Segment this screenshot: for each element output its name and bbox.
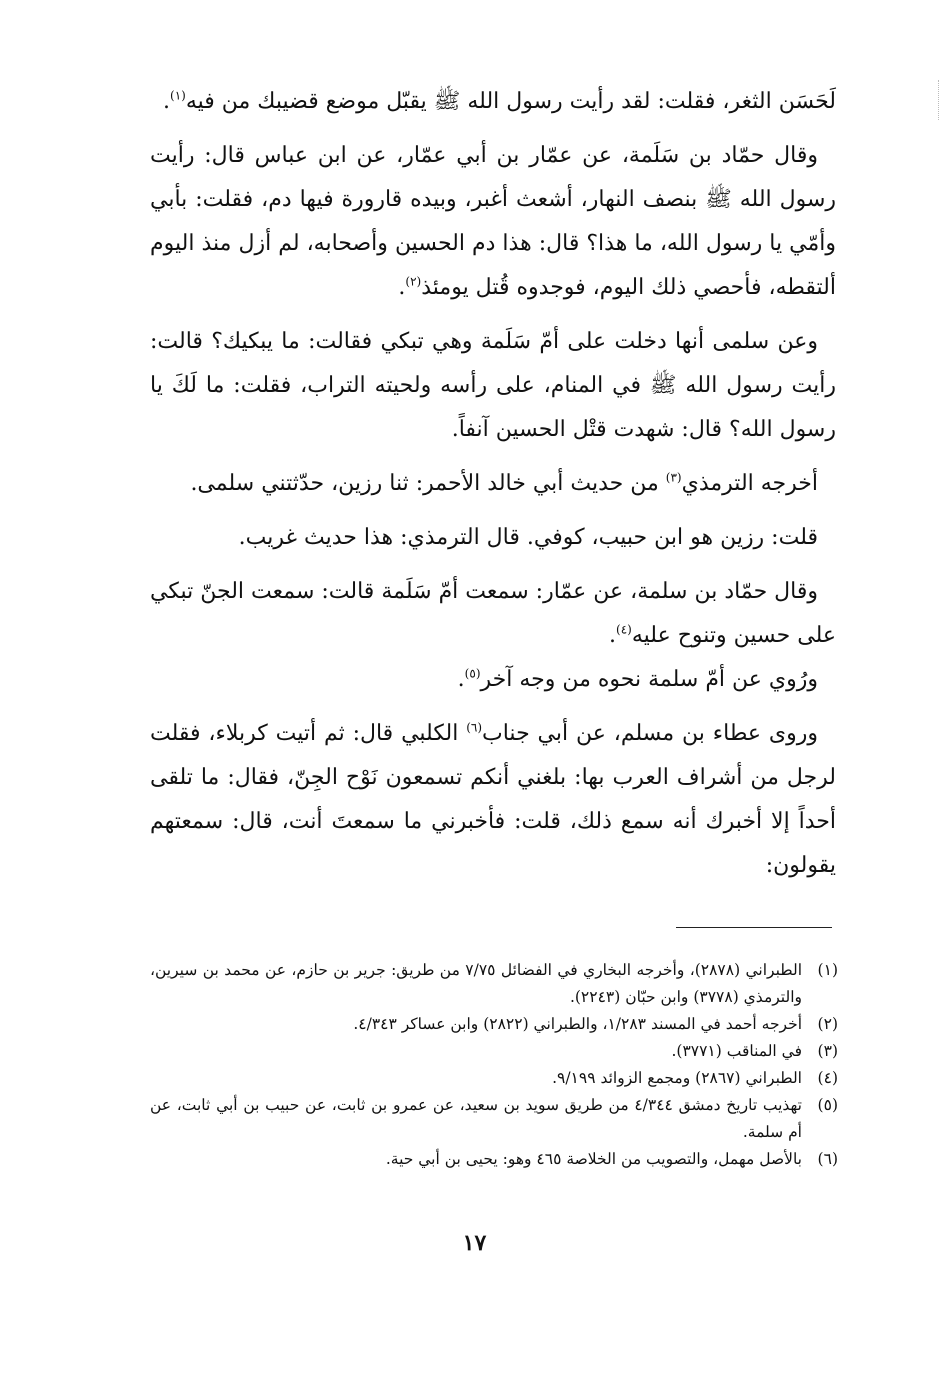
paragraph-7 bbox=[150, 658, 836, 702]
paragraph-3-text: وعن سلمى أنها دخلت على أمّ سَلَمة وهي تبكي فقالت: ما يبكيك؟ قالت: رأيت رسول الله ﷺ في المنام، على رأسه ولحيته التراب، فقلت: ما لَكَ يا رسول الله؟ قال: شهدت قتْل الحسين آنفاً. bbox=[150, 329, 836, 442]
footnote-ref-6[interactable]: (٦) bbox=[466, 720, 483, 735]
footnote-ref-2[interactable]: (٢) bbox=[405, 274, 422, 289]
footnote-6 bbox=[150, 1146, 838, 1173]
footnote-text: الطبراني (٢٨٧٨)، وأخرجه البخاري في الفضائل ٧/٧٥ من طريق: جرير بن حازم، عن محمد بن سيرين، والترمذي (٣٧٧٨) وابن حبّان (٢٢٤٣). bbox=[150, 961, 803, 1006]
paragraph-7-text: ورُوي عن أمّ سلمة نحوه من وجه آخر bbox=[480, 667, 818, 692]
paragraph-6-end: . bbox=[609, 623, 617, 648]
paragraph-8-pre: وروى عطاء بن مسلم، عن أبي جناب bbox=[482, 721, 818, 746]
paragraph-4 bbox=[150, 462, 836, 506]
paragraph-5 bbox=[150, 516, 836, 560]
paragraph-3 bbox=[150, 320, 836, 452]
paragraph-2-text: وقال حمّاد بن سَلَمة، عن عمّار بن أبي عمّار، عن ابن عباس قال: رأيت رسول الله ﷺ بنصف النهار، أشعث أغبر، وبيده قارورة فيها دم، فقلت: بأبي وأمّي يا رسول الله، ما هذا؟ قال: هذا دم الحسين وأصحابه، لم أزل منذ اليوم ألتقطه، فأحصي ذلك اليوم، فوجدوه قُتل يومئذ bbox=[150, 143, 836, 300]
paragraph-8 bbox=[150, 712, 836, 888]
footnote-text: تهذيب تاريخ دمشق ٤/٣٤٤ من طريق سويد بن سعيد، عن عمرو بن ثابت، عن حبيب بن أبي ثابت، عن أم سلمة. bbox=[150, 1096, 802, 1141]
footnote-3 bbox=[150, 1038, 838, 1065]
page-body bbox=[150, 80, 836, 898]
footnote-number: (٤) bbox=[817, 1069, 838, 1087]
footnote-text: بالأصل مهمل، والتصويب من الخلاصة ٤٦٥ وهو: يحيى بن أبي حية. bbox=[385, 1150, 802, 1168]
paragraph-1-end: . bbox=[163, 89, 171, 114]
paragraph-1 bbox=[150, 80, 836, 124]
footnote-number: (٣) bbox=[817, 1042, 838, 1060]
footnote-1 bbox=[150, 957, 838, 1011]
paragraph-6-text: وقال حمّاد بن سلمة، عن عمّار: سمعت أمّ سَلَمة قالت: سمعت الجنّ تبكي على حسين وتنوح عليه bbox=[150, 579, 836, 648]
paragraph-2-end: . bbox=[398, 275, 406, 300]
footnote-ref-5[interactable]: (٥) bbox=[464, 666, 481, 681]
footnote-4 bbox=[150, 1065, 838, 1092]
footnote-2 bbox=[150, 1011, 838, 1038]
paragraph-1-text: لَحَسَن الثغر، فقلت: لقد رأيت رسول الله ﷺ يقبّل موضع قضيبك من فيه bbox=[185, 89, 836, 114]
footnote-ref-3[interactable]: (٣) bbox=[665, 470, 682, 485]
paragraph-8-post: الكلبي قال: ثم أتيت كربلاء، فقلت لرجل من أشراف العرب بها: بلغني أنكم تسمعون نَوْح الجِنّ، فقال: ما تلقى أحداً إلا أخبرك أنه سمع ذلك، قلت: فأخبرني ما سمعتَ أنت، قال: سمعتهم يقولون: bbox=[150, 721, 836, 878]
paragraph-5-text: قلت: رزين هو ابن حبيب، كوفي. قال الترمذي: هذا حديث غريب. bbox=[238, 525, 818, 550]
page-number: ١٧ bbox=[462, 1230, 487, 1256]
footnote-number: (١) bbox=[817, 961, 838, 979]
footnote-text: في المناقب (٣٧٧١). bbox=[671, 1042, 802, 1060]
footnote-ref-4[interactable]: (٤) bbox=[616, 622, 632, 637]
footnote-ref-1[interactable]: (١) bbox=[170, 88, 186, 103]
footnote-text: أخرجه أحمد في المسند ١/٢٨٣، والطبراني (٢٨٢٢) وابن عساكر ٤/٣٤٣. bbox=[353, 1015, 802, 1033]
paragraph-4-post: من حديث أبي خالد الأحمر: ثنا رزين، حدّثتني سلمى. bbox=[190, 471, 666, 496]
footnote-number: (٢) bbox=[817, 1015, 838, 1033]
paragraph-4-pre: أخرجه الترمذي bbox=[681, 471, 818, 496]
paragraph-2 bbox=[150, 134, 836, 310]
footnote-5 bbox=[150, 1092, 838, 1146]
paragraph-6 bbox=[150, 570, 836, 658]
footnote-text: الطبراني (٢٨٦٧) ومجمع الزوائد ٩/١٩٩. bbox=[552, 1069, 802, 1087]
footnote-number: (٦) bbox=[817, 1150, 838, 1168]
paragraph-7-end: . bbox=[457, 667, 465, 692]
margin-scan-mark bbox=[938, 80, 941, 120]
footnote-separator bbox=[676, 927, 832, 928]
footnote-number: (٥) bbox=[817, 1096, 838, 1114]
footnotes bbox=[150, 957, 838, 1173]
